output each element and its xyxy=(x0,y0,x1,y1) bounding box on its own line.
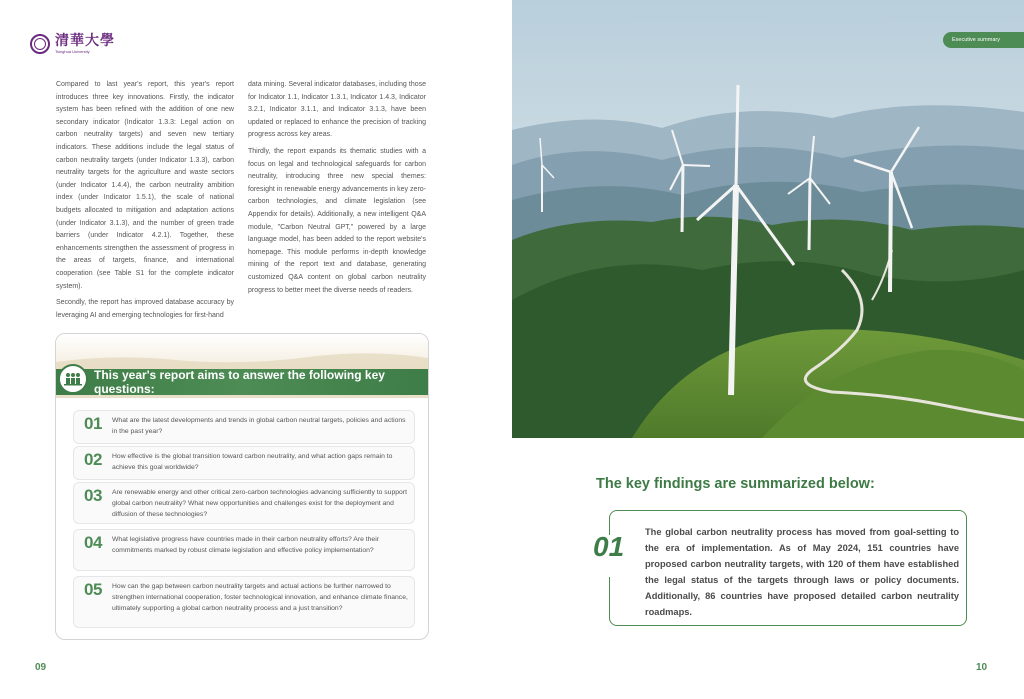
university-seal-icon xyxy=(30,34,50,54)
logo-chinese-name: 清華大學 xyxy=(55,33,115,49)
questions-title: This year's report aims to answer the following key questions: xyxy=(94,368,385,396)
paragraph: Compared to last year's report, this year's report introduces three key innovations. Firstly, the indicator system has been refined with the addition of one new secondary indicator (Indicator 1.3.3: Legal action on carbon neutrality targets) and seven new tertiary indicators. These additions include the legal status of carbon neutrality targets (under Indicator 1.3.3), carbon neutrality targets for the agriculture and waste sectors (under Indicator 1.4.4), the carbon neutrality ambition index (under Indicator 1.5.1), the scale of national budgets allocated to mitigation and adaptation actions (under Indicator 3.1.3), and the number of green trade barriers (under Indicator 4.2.1). Together, these enhancements strengthen the assessment of progress in the areas of targets, finance, and international cooperation (see Table S1 for the complete indicator system). xyxy=(56,81,234,290)
people-icon xyxy=(58,364,88,394)
finding-card xyxy=(593,510,967,626)
question-item xyxy=(73,482,415,524)
question-number: 05 xyxy=(84,580,102,599)
page-number-left: 09 xyxy=(35,662,47,673)
page-number-right: 10 xyxy=(976,662,988,673)
key-questions-box xyxy=(55,333,429,640)
text-column-1 xyxy=(56,79,234,326)
question-text: What legislative progress have countries made in their carbon neutrality efforts? Are their commitments marked by robust climate legislation and effective policy implementation? xyxy=(112,536,379,554)
paragraph: Secondly, the report has improved database accuracy by leveraging AI and emerging technologies for first-hand xyxy=(56,299,234,319)
question-item xyxy=(73,576,415,628)
question-text: What are the latest developments and trends in global carbon neutral targets, policies and actions in the past year? xyxy=(112,417,406,435)
question-text: How can the gap between carbon neutrality targets and actual actions be further narrowed to strengthen international cooperation, foster technological innovation, and enhance climate finance, ultimately supporting a global carbon neutrality process and a just transition? xyxy=(112,583,408,612)
question-item xyxy=(73,529,415,571)
paragraph: data mining. Several indicator databases, including those for Indicator 1.1, Indicator 1.3.1, Indicator 1.4.3, Indicator 3.2.1, Indicator 3.1.1, and Indicator 3.1.3, have been updated or replaced to enhance the precision of tracking progress across key areas. xyxy=(248,81,426,139)
wind-turbine-photo xyxy=(512,0,1024,438)
paragraph: Thirdly, the report expands its thematic studies with a focus on legal and technological safeguards for carbon neutrality, introducing three new special themes: foresight in renewable energy advancements in key zero-carbon technologies, and climate legislation (see Appendix for details). Additionally, a new intelligent Q&A module, "Carbon Neutral GPT," powered by a large language model, has been added to the report website's homepage. This module performs in-depth knowledge mining of the report text and database, generating customized Q&A content on global carbon neutrality progress to better meet the diverse needs of readers. xyxy=(248,147,426,294)
question-text: How effective is the global transition toward carbon neutrality, and what action gaps remain to achieve this goal worldwide? xyxy=(112,453,393,471)
question-item xyxy=(73,446,415,480)
horizon-graphic xyxy=(56,334,428,370)
section-tag: Executive summary xyxy=(943,32,1024,48)
finding-text: The global carbon neutrality process has moved from goal-setting to the era of implementation. As of May 2024, 151 countries have proposed carbon neutrality targets, with 120 of them have established the legal status of the targets through laws or policy documents. Additionally, 86 countries have proposed detailed carbon neutrality roadmaps. xyxy=(645,527,959,617)
text-column-2 xyxy=(248,79,426,301)
university-logo xyxy=(30,34,115,54)
question-number: 03 xyxy=(84,486,102,505)
logo-english-name: Tsinghua University xyxy=(55,49,90,54)
question-number: 01 xyxy=(84,414,102,433)
questions-title-bar xyxy=(56,369,428,395)
question-item xyxy=(73,410,415,444)
question-number: 04 xyxy=(84,533,102,552)
findings-title: The key findings are summarized below: xyxy=(596,476,875,492)
question-text: Are renewable energy and other critical zero-carbon technologies advancing sufficiently to support global carbon neutrality? What new opportunities and challenges exist for the deployment and diffusion of these technologies? xyxy=(112,489,407,518)
finding-number: 01 xyxy=(593,531,625,562)
question-number: 02 xyxy=(84,450,102,469)
